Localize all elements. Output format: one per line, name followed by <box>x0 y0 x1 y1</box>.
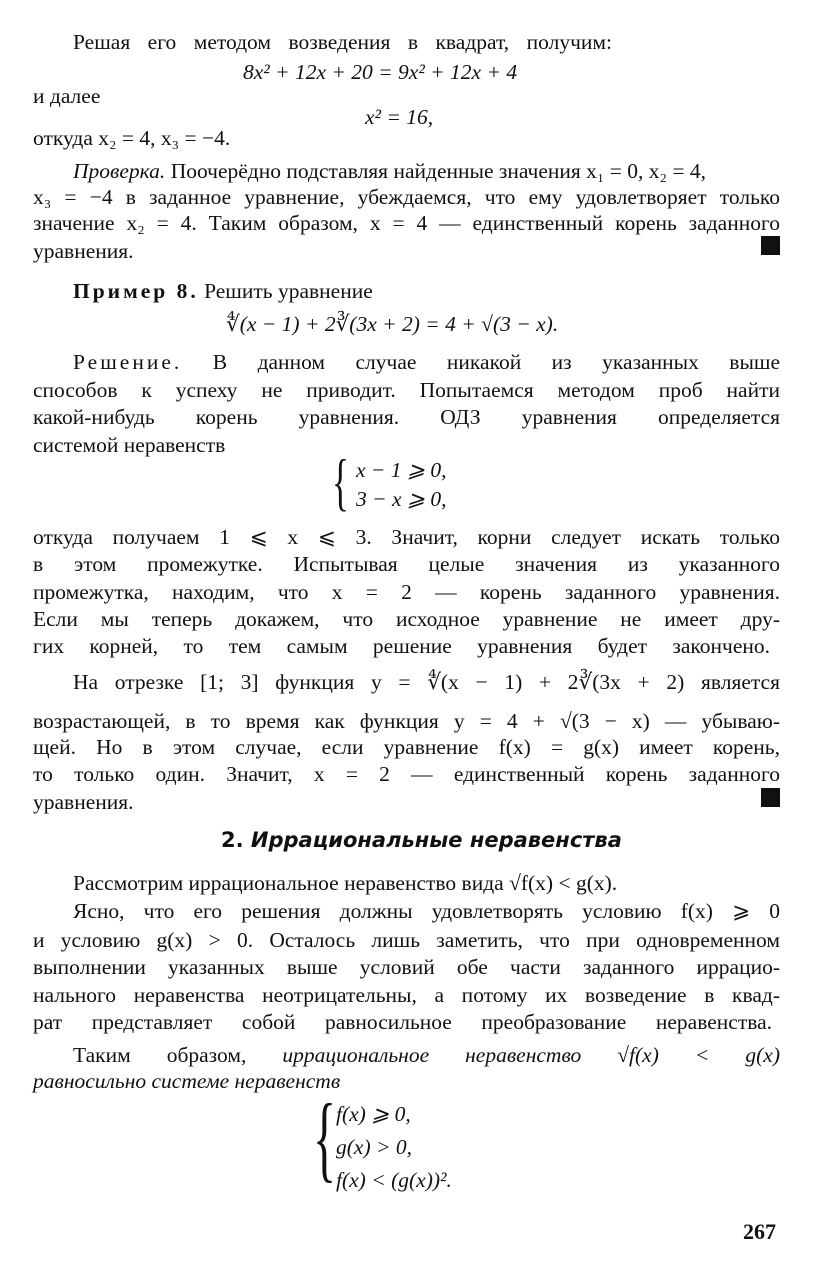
text-line: гих корней, то тем самым решение уравнения будет закончено. <box>33 634 770 658</box>
text-line: Ясно, что его решения должны удовлетворять условию f(x) ⩾ 0 <box>73 899 780 923</box>
solution-text: В данном случае никакой из указанных выше <box>212 350 781 374</box>
system-brace: { <box>313 1084 337 1191</box>
definition-text: иррациональное неравенство √f(x) < g(x) <box>282 1043 780 1067</box>
end-of-proof-mark <box>761 788 780 807</box>
text-line: откуда x₂ = 4, x₃ = −4. <box>33 126 231 150</box>
text-line: в этом промежутке. Испытывая целые значения из указанного <box>33 552 780 576</box>
solution-label: Решение. <box>73 350 183 374</box>
text-line: На отрезке [1; 3] функция y = ∜(x − 1) + 2∛(3x + 2) является <box>73 670 780 694</box>
definition-text: равносильно системе неравенств <box>33 1069 341 1093</box>
page-number: 267 <box>743 1219 776 1244</box>
example-text: Решить уравнение <box>204 279 373 303</box>
section-title: Иррациональные неравенства <box>250 828 622 852</box>
inequality: g(x) > 0, <box>336 1135 412 1159</box>
text-line: выполнении указанных выше условий обе части заданного иррацио- <box>33 955 780 979</box>
inequality: x − 1 ⩾ 0, <box>356 458 447 482</box>
section-heading <box>221 830 622 851</box>
text-line: Рассмотрим иррациональное неравенство вида √f(x) < g(x). <box>73 871 618 895</box>
equation: ∜(x − 1) + 2∛(3x + 2) = 4 + √(3 − x). <box>226 312 559 336</box>
text-line <box>73 281 373 303</box>
text-line: уравнения. <box>33 239 134 263</box>
text-line: Если мы теперь докажем, что исходное уравнение не имеет дру- <box>33 607 780 631</box>
text-line: значение x₂ = 4. Таким образом, x = 4 — единственный корень заданного <box>33 211 780 235</box>
inequality: f(x) < (g(x))². <box>336 1168 452 1192</box>
text-line: системой неравенств <box>33 433 226 457</box>
text-line: и условию g(x) > 0. Осталось лишь заметить, что при одновременном <box>33 928 780 952</box>
text-line: Решая его методом возведения в квадрат, получим: <box>73 30 612 54</box>
text-line: какой-нибудь корень уравнения. ОДЗ уравнения определяется <box>33 405 780 429</box>
text-line: рат представляет собой равносильное преобразование неравенства. <box>33 1010 772 1034</box>
text-line: щей. Но в этом случае, если уравнение f(x) = g(x) имеет корень, <box>33 735 780 759</box>
text-line: то только один. Значит, x = 2 — единственный корень заданного <box>33 762 780 786</box>
system-brace: { <box>332 446 349 517</box>
text-line: нального неравенства неотрицательны, а потому их возведение в квад- <box>33 983 780 1007</box>
text-line <box>73 161 706 183</box>
equation: x² = 16, <box>365 105 434 129</box>
equation: 8x² + 12x + 20 = 9x² + 12x + 4 <box>243 60 518 84</box>
section-number: 2. <box>221 828 244 852</box>
text-line: способов к успеху не приводит. Попытаемся методом проб найти <box>33 378 780 402</box>
text-line: возрастающей, в то время как функция y = 4 + √(3 − x) — убываю- <box>33 709 780 733</box>
end-of-proof-mark <box>761 236 780 255</box>
example-label: Пример 8. <box>73 279 199 303</box>
text-line: промежутка, находим, что x = 2 — корень заданного уравнения. <box>33 580 780 604</box>
inequality: 3 − x ⩾ 0, <box>356 487 447 511</box>
text-line <box>73 1045 780 1067</box>
text-line: уравнения. <box>33 790 134 814</box>
check-text: Поочерёдно подставляя найденные значения x₁ = 0, x₂ = 4, <box>170 159 707 183</box>
text-line: и далее <box>33 84 101 108</box>
text-line: x₃ = −4 в заданное уравнение, убеждаемся, что ему удовлетворяет только <box>33 185 780 209</box>
text-line <box>73 352 780 374</box>
text-line: откуда получаем 1 ⩽ x ⩽ 3. Значит, корни следует искать только <box>33 525 780 549</box>
check-label: Проверка. <box>73 159 166 183</box>
text-run: Таким образом, <box>73 1043 247 1067</box>
inequality: f(x) ⩾ 0, <box>336 1102 411 1126</box>
